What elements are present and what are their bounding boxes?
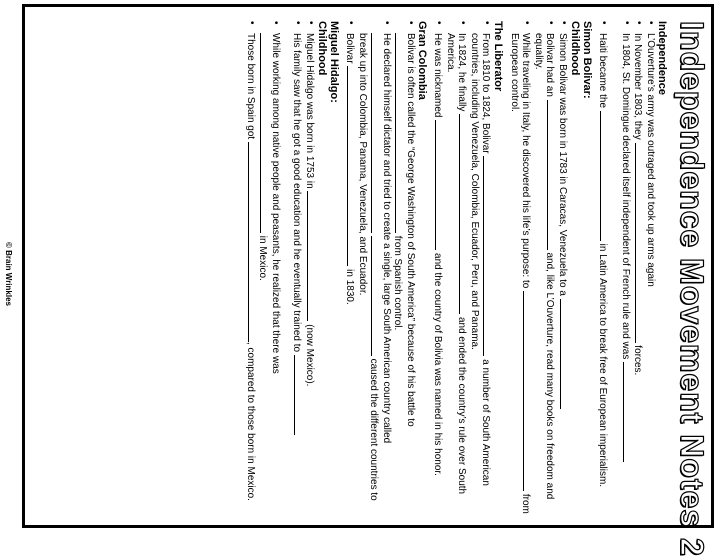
list-item: • Bolivar in 1830.	[344, 21, 357, 305]
liberator-list	[432, 21, 493, 519]
list-item: • His family saw that he got a good education and he eventually trained to	[291, 21, 304, 519]
fill-in-blank[interactable]	[636, 143, 645, 343]
list-item: • Simon Bolivar was born in 1783 in Caracas, Venezuela to a	[557, 21, 570, 519]
list-item: • Miguel Hidalgo was born in 1753 in (now Mexico).	[304, 21, 316, 387]
bullet-icon: •	[645, 21, 656, 25]
section-heading-liberator: The Liberator	[492, 21, 505, 92]
fill-in-blank[interactable]	[484, 156, 493, 356]
fill-in-blank[interactable]	[261, 33, 270, 233]
list-item: • He declared himself dictator and tried to create a single, large South American country called caused the different countries to break up into Colombia, Panama, Venezuela, and Ecuador.	[357, 21, 392, 501]
list-item: • In November 1803, they forces.	[632, 21, 645, 376]
list-item: • While traveling in Italy, he discovered his life’s purpose: to from European control.	[509, 21, 533, 514]
worksheet-border	[22, 4, 714, 557]
list-item: • While working among native people and peasants, he realized that there was in Mexico.	[257, 21, 281, 374]
fill-in-blank[interactable]	[396, 33, 405, 233]
bullet-icon: •	[481, 21, 493, 25]
list-item: • Haiti became the in Latin America to break free of European imperialism.	[597, 21, 610, 488]
fill-in-blank[interactable]	[372, 236, 381, 356]
fill-in-blank[interactable]	[623, 362, 632, 462]
fill-in-blank[interactable]	[524, 291, 533, 491]
fill-in-blank[interactable]	[248, 142, 257, 342]
bullet-icon: •	[457, 21, 469, 25]
gran-colombia-list	[344, 21, 416, 519]
bullet-icon: •	[633, 21, 645, 25]
fill-in-blank[interactable]	[548, 100, 557, 250]
list-item: • From 1810 to 1824, Bolivar a number of South American countries, including Venezuela, Colombia, Ecuador, Peru, and Panama.	[469, 21, 493, 486]
list-item: • He was nicknamed and the country of Bolivia was named in his honor.	[432, 21, 445, 476]
list-item: • L’Ouverture’s army was outraged and took up arms again	[645, 21, 656, 287]
bullet-icon: •	[558, 21, 569, 25]
bullet-icon: •	[246, 21, 257, 25]
copyright-notice: © Brain Wrinkles	[4, 242, 13, 306]
bullet-icon: •	[345, 21, 357, 25]
section-subheading-childhood: Childhood	[569, 21, 581, 76]
section-heading-hidalgo: Miguel Hidalgo:	[328, 21, 340, 103]
bullet-icon: •	[521, 21, 533, 25]
bullet-icon: •	[381, 21, 392, 25]
bullet-icon: •	[545, 21, 557, 25]
page-title: Independence Movement Notes 2	[674, 21, 710, 557]
worksheet-content	[26, 9, 716, 557]
bullet-icon: •	[292, 21, 304, 25]
bullet-icon: •	[598, 21, 610, 25]
section-heading-bolivar: Simon Bolivar:	[581, 21, 593, 99]
section-subheading-childhood: Childhood	[316, 21, 328, 76]
independence-list	[597, 21, 656, 519]
fill-in-blank[interactable]	[372, 33, 381, 233]
section-heading-independence: Independence	[656, 21, 668, 95]
fill-in-blank[interactable]	[560, 299, 569, 409]
list-item: • Bolivar had an and, like L’Ouverture, read many books on freedom and equality.	[533, 21, 557, 500]
bolivar-childhood-list	[509, 21, 570, 519]
hidalgo-childhood-list	[245, 21, 317, 519]
list-item: • In 1824, he finally and ended the country’s rule over South America.	[445, 21, 469, 495]
fill-in-blank[interactable]	[295, 355, 304, 435]
bullet-icon: •	[305, 21, 316, 25]
bullet-icon: •	[433, 21, 445, 25]
bullet-icon: •	[621, 21, 632, 25]
bullet-icon: •	[270, 21, 281, 25]
fill-in-blank[interactable]	[307, 191, 316, 321]
fill-in-blank[interactable]	[436, 120, 445, 250]
fill-in-blank[interactable]	[348, 66, 357, 266]
fill-in-blank[interactable]	[601, 111, 610, 241]
bullet-icon: •	[405, 21, 416, 25]
list-item: • Those born in Spain got , compared to those born in Mexico.	[245, 21, 257, 501]
section-heading-gran-colombia: Gran Colombia	[416, 21, 428, 100]
fill-in-blank[interactable]	[460, 114, 469, 314]
list-item: • In 1804, St. Domingue declared itself independent of French rule and was	[620, 21, 633, 519]
list-item: • Bolivar is often called the “George Washington of South America” because of his battle to from Spanish control.	[392, 21, 416, 427]
